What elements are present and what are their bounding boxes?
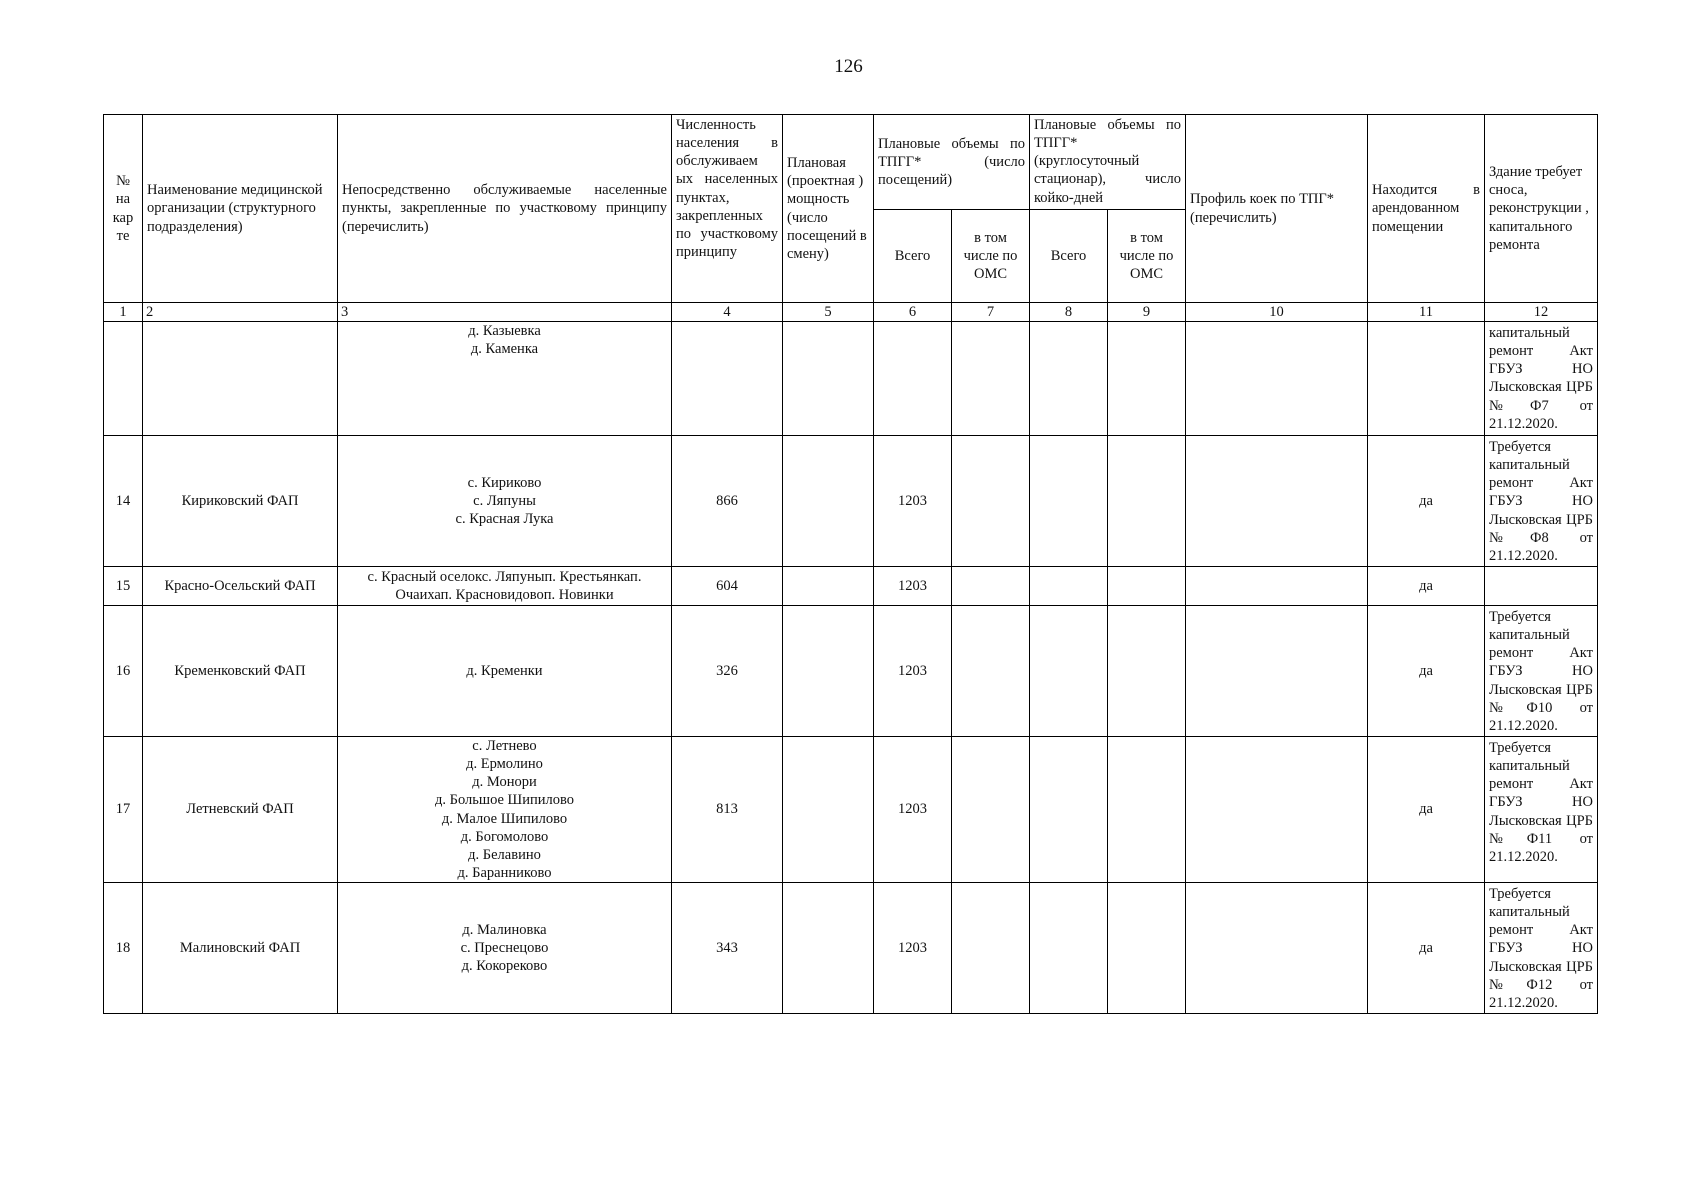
row-rented: да: [1368, 606, 1485, 737]
row-map-number: 14: [104, 436, 143, 567]
row-building-status: Требуется капитальный ремонт Акт ГБУЗ НО Лысковская ЦРБ №Ф10 от 21.12.2020.: [1485, 606, 1598, 737]
header-bed-profile: Профиль коек по ТПГ* (перечислить): [1186, 115, 1368, 303]
row-visits-oms: [952, 883, 1030, 1014]
column-number: 4: [672, 303, 783, 322]
table-row: [104, 737, 1598, 883]
row-beds-oms: [1108, 322, 1186, 436]
table-row: [104, 606, 1598, 737]
row-served-places: [338, 606, 672, 737]
served-place: д. Малое Шипилово: [441, 810, 568, 827]
table-row: [104, 322, 1598, 436]
row-visits-oms: [952, 436, 1030, 567]
row-beds-total: [1030, 606, 1108, 737]
row-organization-name: Кириковский ФАП: [143, 436, 338, 567]
row-map-number: 17: [104, 737, 143, 883]
row-rented: да: [1368, 737, 1485, 883]
column-number: 10: [1186, 303, 1368, 322]
row-served-places: [338, 737, 672, 883]
row-beds-total: [1030, 567, 1108, 606]
row-served-places: [338, 322, 672, 436]
column-number: 1: [104, 303, 143, 322]
served-place: д. Малиновка: [462, 921, 547, 938]
column-number: 8: [1030, 303, 1108, 322]
served-place: с. Преснецово: [460, 939, 549, 956]
column-number: 2: [143, 303, 338, 322]
row-beds-total: [1030, 883, 1108, 1014]
row-population: 326: [672, 606, 783, 737]
row-map-number: [104, 322, 143, 436]
row-population: 813: [672, 737, 783, 883]
row-bed-profile: [1186, 606, 1368, 737]
row-organization-name: Красно-Осельский ФАП: [143, 567, 338, 606]
header-map-number: № на кар те: [104, 115, 143, 303]
table-row: [104, 883, 1598, 1014]
row-beds-oms: [1108, 436, 1186, 567]
facilities-table: [103, 114, 1598, 1014]
served-place: Очаихап. Красновидовоп. Новинки: [395, 587, 614, 603]
row-population: 343: [672, 883, 783, 1014]
row-beds-total: [1030, 322, 1108, 436]
row-bed-profile: [1186, 436, 1368, 567]
row-visits-total: 1203: [874, 436, 952, 567]
row-rented: да: [1368, 883, 1485, 1014]
row-visits-total: [874, 322, 952, 436]
row-capacity: [783, 436, 874, 567]
row-visits-oms: [952, 606, 1030, 737]
column-number: 5: [783, 303, 874, 322]
row-population: 866: [672, 436, 783, 567]
row-bed-profile: [1186, 567, 1368, 606]
header-beds-oms: в том числе по ОМС: [1108, 210, 1186, 303]
column-number-row: [104, 303, 1598, 322]
row-map-number: 15: [104, 567, 143, 606]
column-number: 11: [1368, 303, 1485, 322]
row-capacity: [783, 606, 874, 737]
row-capacity: [783, 883, 874, 1014]
header-served-places: Непосредственно обслуживаемые населенные пункты, закрепленные по участковому принципу (перечислить): [338, 115, 672, 303]
row-rented: [1368, 322, 1485, 436]
row-organization-name: Малиновский ФАП: [143, 883, 338, 1014]
header-visits-total: Всего: [874, 210, 952, 303]
row-visits-oms: [952, 567, 1030, 606]
table-row: [104, 436, 1598, 567]
served-place: с. Летнево: [472, 738, 537, 754]
column-number: 6: [874, 303, 952, 322]
row-visits-total: 1203: [874, 606, 952, 737]
served-place: с. Красная Лука: [455, 511, 554, 528]
row-building-status: Требуется капитальный ремонт Акт ГБУЗ НО Лысковская ЦРБ №Ф8 от 21.12.2020.: [1485, 436, 1598, 567]
row-beds-total: [1030, 737, 1108, 883]
row-map-number: 16: [104, 606, 143, 737]
row-capacity: [783, 737, 874, 883]
row-served-places: [338, 567, 672, 606]
row-rented: да: [1368, 567, 1485, 606]
row-served-places: [338, 436, 672, 567]
row-bed-profile: [1186, 322, 1368, 436]
row-building-status: [1485, 567, 1598, 606]
row-capacity: [783, 567, 874, 606]
row-served-places: [338, 883, 672, 1014]
row-population: [672, 322, 783, 436]
column-number: 3: [338, 303, 672, 322]
row-beds-oms: [1108, 883, 1186, 1014]
table-row: [104, 567, 1598, 606]
row-rented: да: [1368, 436, 1485, 567]
served-place: д. Белавино: [468, 846, 541, 863]
row-building-status: капитальный ремонт Акт ГБУЗ НО Лысковская ЦРБ №Ф7 от 21.12.2020.: [1485, 322, 1598, 436]
served-place: д. Кременки: [466, 662, 543, 679]
served-place: с. Красный оселокс. Ляпунып. Крестьянкап.: [367, 568, 642, 585]
row-visits-oms: [952, 737, 1030, 883]
served-place: с. Ляпуны: [473, 492, 536, 509]
header-beds-total: Всего: [1030, 210, 1108, 303]
table-body: [104, 322, 1598, 1014]
served-place: д. Каменка: [470, 341, 539, 358]
served-place: д. Баранниково: [457, 864, 552, 881]
served-place: д. Кокореково: [461, 958, 548, 975]
row-map-number: 18: [104, 883, 143, 1014]
header-population: Численность населения в обслуживаем ых населенных пунктах, закрепленных по участковому принципу: [672, 115, 783, 303]
header-capacity: Плановая (проектная ) мощность (число посещений в смену): [783, 115, 874, 303]
row-population: 604: [672, 567, 783, 606]
row-visits-oms: [952, 322, 1030, 436]
served-place: д. Казыевка: [468, 323, 541, 339]
served-place: д. Ермолино: [466, 756, 543, 773]
served-place: с. Кириково: [467, 474, 542, 491]
header-organization: Наименование медицинской организации (структурного подразделения): [143, 115, 338, 303]
row-organization-name: Кременковский ФАП: [143, 606, 338, 737]
row-bed-profile: [1186, 883, 1368, 1014]
row-visits-total: 1203: [874, 883, 952, 1014]
header-visits-oms: в том числе по ОМС: [952, 210, 1030, 303]
row-building-status: Требуется капитальный ремонт Акт ГБУЗ НО Лысковская ЦРБ №Ф12 от 21.12.2020.: [1485, 883, 1598, 1014]
row-visits-total: 1203: [874, 567, 952, 606]
row-beds-oms: [1108, 567, 1186, 606]
column-number: 12: [1485, 303, 1598, 322]
row-organization-name: Летневский ФАП: [143, 737, 338, 883]
column-number: 9: [1108, 303, 1186, 322]
row-building-status: Требуется капитальный ремонт Акт ГБУЗ НО Лысковская ЦРБ №Ф11 от 21.12.2020.: [1485, 737, 1598, 883]
row-beds-oms: [1108, 606, 1186, 737]
row-bed-profile: [1186, 737, 1368, 883]
header-visits-group: Плановые объемы по ТПГГ* (число посещений): [874, 115, 1030, 210]
row-beds-oms: [1108, 737, 1186, 883]
header-rented: Находится в арендованном помещении: [1368, 115, 1485, 303]
row-capacity: [783, 322, 874, 436]
row-beds-total: [1030, 436, 1108, 567]
page-number: 126: [834, 56, 863, 77]
served-place: д. Большое Шипилово: [435, 792, 574, 809]
column-number: 7: [952, 303, 1030, 322]
row-organization-name: [143, 322, 338, 436]
header-beds-group: Плановые объемы по ТПГГ* (круглосуточный стационар), число койко-дней: [1030, 115, 1186, 210]
served-place: д. Богомолово: [460, 828, 549, 845]
header-building-status: Здание требует сноса, реконструкции , капитального ремонта: [1485, 115, 1598, 303]
row-visits-total: 1203: [874, 737, 952, 883]
served-place: д. Монори: [472, 774, 537, 791]
